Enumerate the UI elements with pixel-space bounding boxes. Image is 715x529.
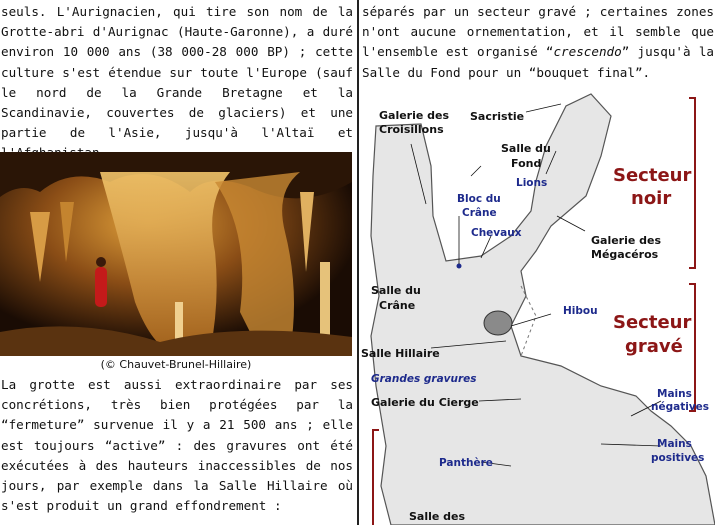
label-bloc-crane-1: Bloc du: [457, 193, 501, 205]
hibou-rock: [484, 311, 512, 335]
label-salle-crane-1: Salle du: [371, 284, 421, 297]
label-mains-negatives-1: Mains: [657, 388, 692, 400]
sector-paragraph-start: séparés par un secteur gravé ; certaines zones n'ont aucune ornementation, et il semble que l'ensemble est organisé “: [362, 4, 714, 60]
sector-grave-line-2: gravé: [625, 336, 683, 357]
column-divider: [357, 0, 359, 525]
label-galerie-croisillons-2: Croisillons: [379, 123, 444, 136]
person-in-red: [95, 267, 107, 307]
label-hibou: Hibou: [563, 305, 598, 317]
label-chevaux: Chevaux: [471, 227, 522, 239]
label-mains-positives-1: Mains: [657, 438, 692, 450]
label-salle-des: Salle des: [409, 510, 466, 523]
label-sacristie: Sacristie: [470, 110, 525, 123]
sector-grave-line-1: Secteur: [613, 312, 692, 333]
label-galerie-cierge: Galerie du Cierge: [371, 396, 479, 409]
cave-photo: [0, 152, 352, 356]
label-lions: Lions: [516, 177, 548, 189]
cave-map: [361, 86, 715, 525]
sector-noir-line-1: Secteur: [613, 165, 692, 186]
label-bloc-crane-2: Crâne: [462, 207, 497, 219]
label-salle-hillaire: Salle Hillaire: [361, 347, 440, 360]
label-salle-fond-1: Salle du: [501, 142, 551, 155]
label-galerie-croisillons-1: Galerie des: [379, 109, 450, 122]
label-salle-fond-2: Fond: [511, 157, 542, 170]
label-salle-crane-2: Crâne: [379, 299, 416, 312]
concretions-paragraph: La grotte est aussi extraordinaire par ses concrétions, très bien protégées par la “fermeture” survenue il y a 21 500 ans ; elle est toujours “active” : des gravures ont été exécutées à des hauteurs inaccessibles de nos jours, par exemple dans la Salle Hillaire où s'est produit un grand effondrement :: [1, 377, 353, 514]
photo-caption: (© Chauvet-Brunel-Hillaire): [100, 358, 252, 371]
sector-paragraph-end: ” jusqu'à la Salle du Fond pour un “bouquet final”.: [362, 44, 714, 80]
label-grandes-gravures: Grandes gravures: [371, 373, 477, 385]
label-mains-negatives-2: négatives: [651, 401, 710, 413]
crescendo-word: crescendo: [553, 44, 622, 60]
label-galerie-megaceros-2: Mégacéros: [591, 248, 659, 261]
label-panthere: Panthère: [439, 457, 493, 469]
sector-noir-line-2: noir: [631, 188, 672, 209]
label-mains-positives-2: positives: [651, 452, 705, 464]
sector-paragraph: [361, 2, 715, 83]
aurignacien-paragraph: seuls. L'Aurignacien, qui tire son nom de la Grotte-abri d'Aurignac (Haute-Garonne), a duré environ 10 000 ans (38 000-28 000 BP) ; cette culture s'est étendue sur toute l'Europe (sauf le nord de la Grande Bretagne et la Scandinavie, couvertes de glaciers) et une partie de l'Asie, jusqu'à l'Altaï et: [1, 4, 353, 141]
label-galerie-megaceros-1: Galerie des: [591, 234, 662, 247]
